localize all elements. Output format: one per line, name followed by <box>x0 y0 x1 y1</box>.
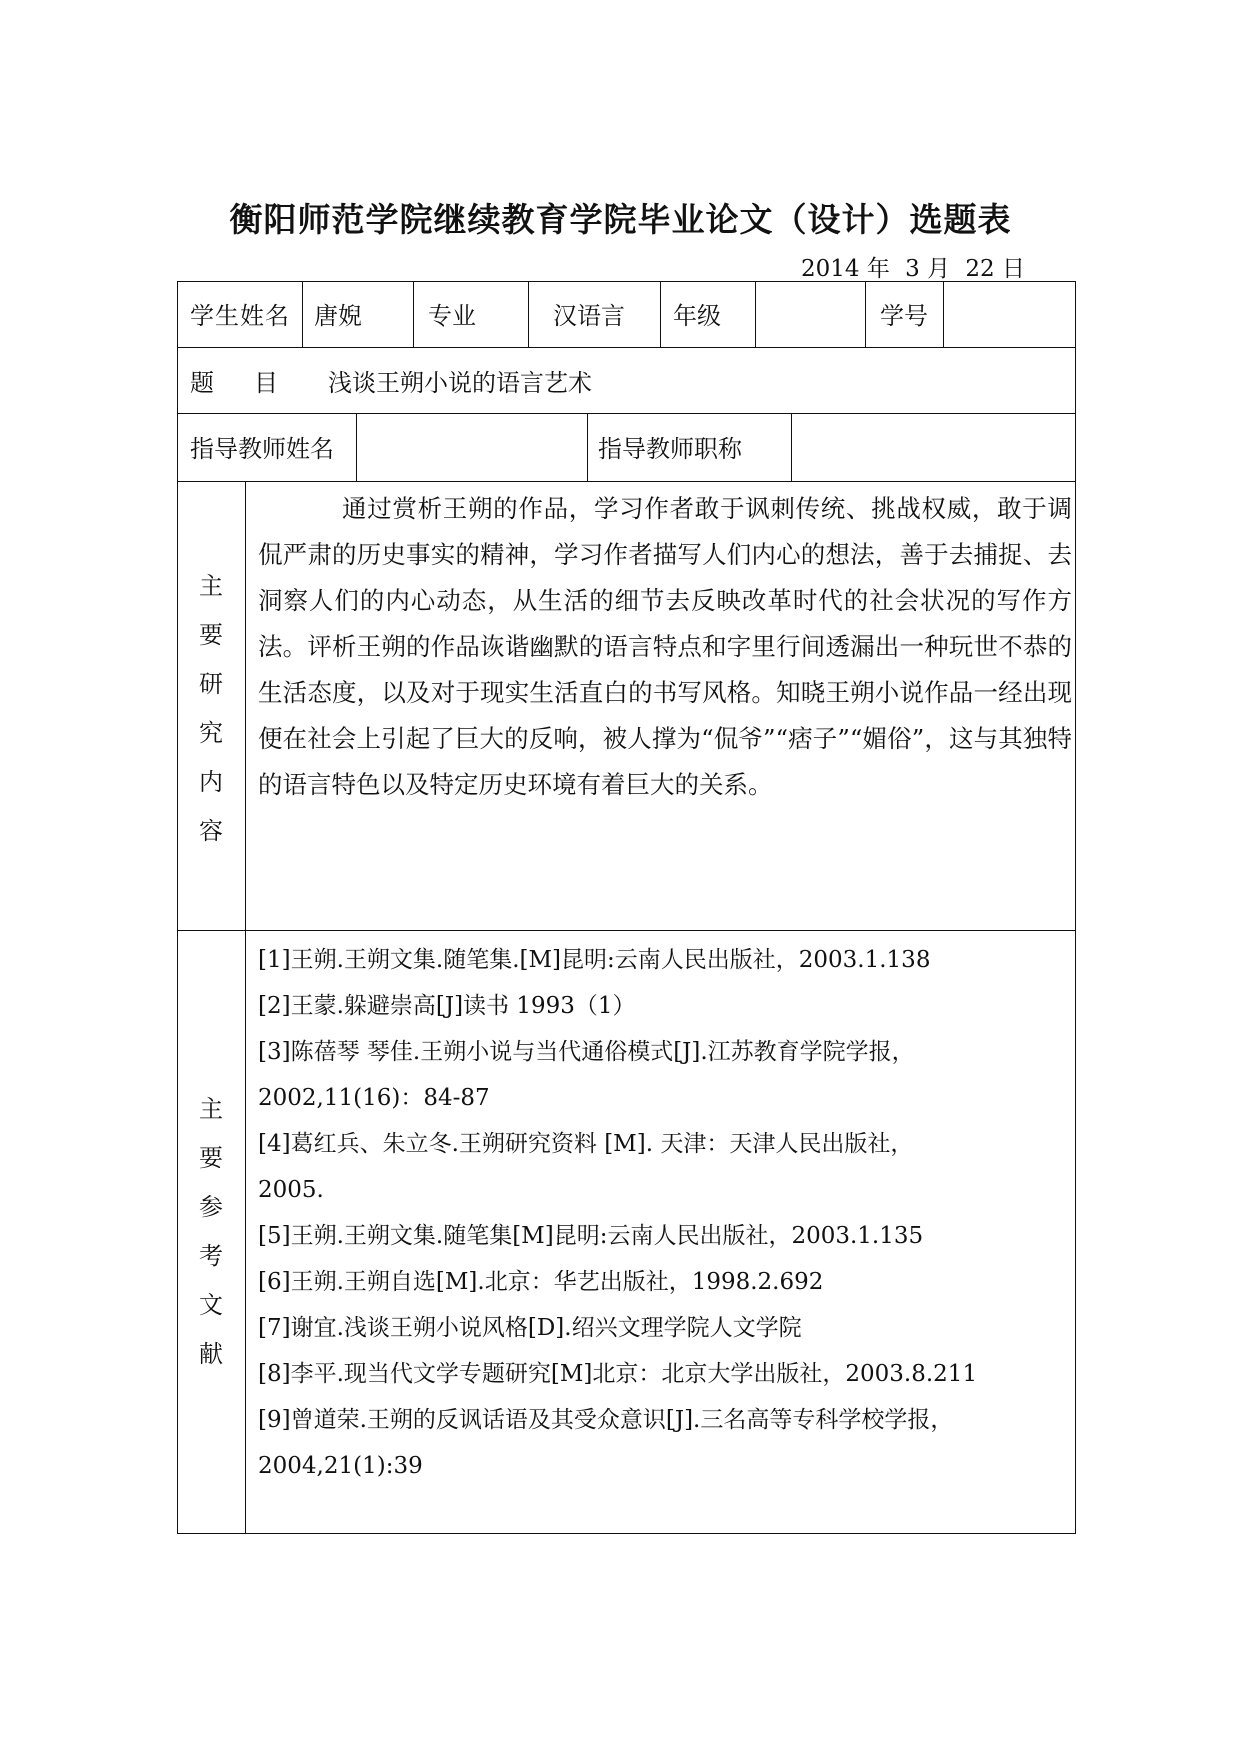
major-label: 专业 <box>428 302 476 330</box>
table-line <box>660 281 661 347</box>
table-line <box>791 413 792 481</box>
table-line <box>943 281 944 347</box>
reference-line: [4]葛红兵、朱立冬.王朔研究资料 [M]. 天津：天津人民出版社， <box>258 1131 914 1157</box>
student-name-label: 学生姓名 <box>190 302 290 330</box>
form-title: 衡阳师范学院继续教育学院毕业论文（设计）选题表 <box>229 200 1012 239</box>
references-label-char: 参 <box>199 1193 223 1221</box>
date-year-unit: 年 <box>866 256 890 282</box>
references-label-char: 献 <box>199 1340 223 1368</box>
form-date <box>801 250 1025 283</box>
reference-line: [1]王朔.王朔文集.随笔集.[M]昆明:云南人民出版社，2003.1.138 <box>258 947 931 973</box>
research-text: 通过赏析王朔的作品，学习作者敢于讽刺传统、挑战权威，敢于调侃严肃的历史事实的精神，学习作者描写人们内心的想法，善于去捕捉、去洞察人们的内心动态，从生活的细节去反映改革时代的社会状况的写作方法。评析王朔的作品诙谐幽默的语言特点和字里行间透漏出一种玩世不恭的生活态度，以及对于现实生活直白的书写风格。知晓王朔小说作品一经出现便在社会上引起了巨大的反响，被人撑为“侃爷”“痞子”“媚俗”，这与其独特的语言特色以及特定历史环境有着巨大的关系。 <box>258 494 1072 799</box>
table-line <box>177 1533 1076 1534</box>
references-label <box>177 1085 245 1379</box>
references-list <box>258 937 1076 1489</box>
student-name-value: 唐婗 <box>314 302 362 330</box>
reference-line: 2004,21(1):39 <box>258 1453 423 1479</box>
research-label <box>177 562 245 856</box>
research-label-char: 研 <box>199 670 223 698</box>
topic-label-2: 目 <box>254 369 278 397</box>
reference-line: [9]曾道荣.王朔的反讽话语及其受众意识[J].三名高等专科学校学报， <box>258 1407 954 1433</box>
student-id-label: 学号 <box>880 302 928 330</box>
reference-line: [3]陈蓓琴 琴佳.王朔小说与当代通俗模式[J].江苏教育学院学报， <box>258 1039 915 1065</box>
table-line <box>356 413 357 481</box>
table-line <box>177 281 1076 282</box>
advisor-name-label: 指导教师姓名 <box>190 435 334 463</box>
references-label-char: 文 <box>199 1291 223 1319</box>
table-line <box>413 281 414 347</box>
date-day: 22 <box>965 256 995 282</box>
reference-line: [7]谢宜.浅谈王朔小说风格[D].绍兴文理学院人文学院 <box>258 1315 802 1341</box>
research-label-char: 主 <box>199 572 223 600</box>
topic-value: 浅谈王朔小说的语言艺术 <box>328 369 592 397</box>
table-line <box>177 347 1076 348</box>
reference-line: [5]王朔.王朔文集.随笔集[M]昆明:云南人民出版社，2003.1.135 <box>258 1223 924 1249</box>
grade-label: 年级 <box>673 302 721 330</box>
topic-label-1: 题 <box>190 369 214 397</box>
major-value: 汉语言 <box>553 302 625 330</box>
reference-line: [8]李平.现当代文学专题研究[M]北京：北京大学出版社，2003.8.211 <box>258 1361 978 1387</box>
table-line <box>177 930 1076 931</box>
advisor-title-label: 指导教师职称 <box>598 435 742 463</box>
research-label-char: 究 <box>199 719 223 747</box>
date-day-unit: 日 <box>1002 256 1025 282</box>
references-label-char: 主 <box>199 1095 223 1123</box>
reference-line: 2002,11(16)：84-87 <box>258 1085 490 1111</box>
date-month-unit: 月 <box>927 256 951 282</box>
date-month: 3 <box>905 256 920 282</box>
table-line <box>528 281 529 347</box>
research-label-char: 要 <box>199 621 223 649</box>
table-line <box>177 413 1076 414</box>
date-year: 2014 <box>800 256 860 282</box>
research-content <box>258 486 1072 808</box>
table-line <box>587 413 588 481</box>
references-label-char: 要 <box>199 1144 223 1172</box>
references-label-char: 考 <box>199 1242 223 1270</box>
table-line <box>245 481 246 1533</box>
table-line <box>865 281 866 347</box>
research-label-char: 内 <box>199 768 223 796</box>
reference-line: [2]王蒙.躲避崇高[J]读书 1993（1） <box>258 993 636 1019</box>
table-line <box>755 281 756 347</box>
reference-line: 2005. <box>258 1177 324 1203</box>
table-line <box>302 281 303 347</box>
research-label-char: 容 <box>199 817 223 845</box>
reference-line: [6]王朔.王朔自选[M].北京：华艺出版社，1998.2.692 <box>258 1269 824 1295</box>
table-line <box>177 481 1076 482</box>
